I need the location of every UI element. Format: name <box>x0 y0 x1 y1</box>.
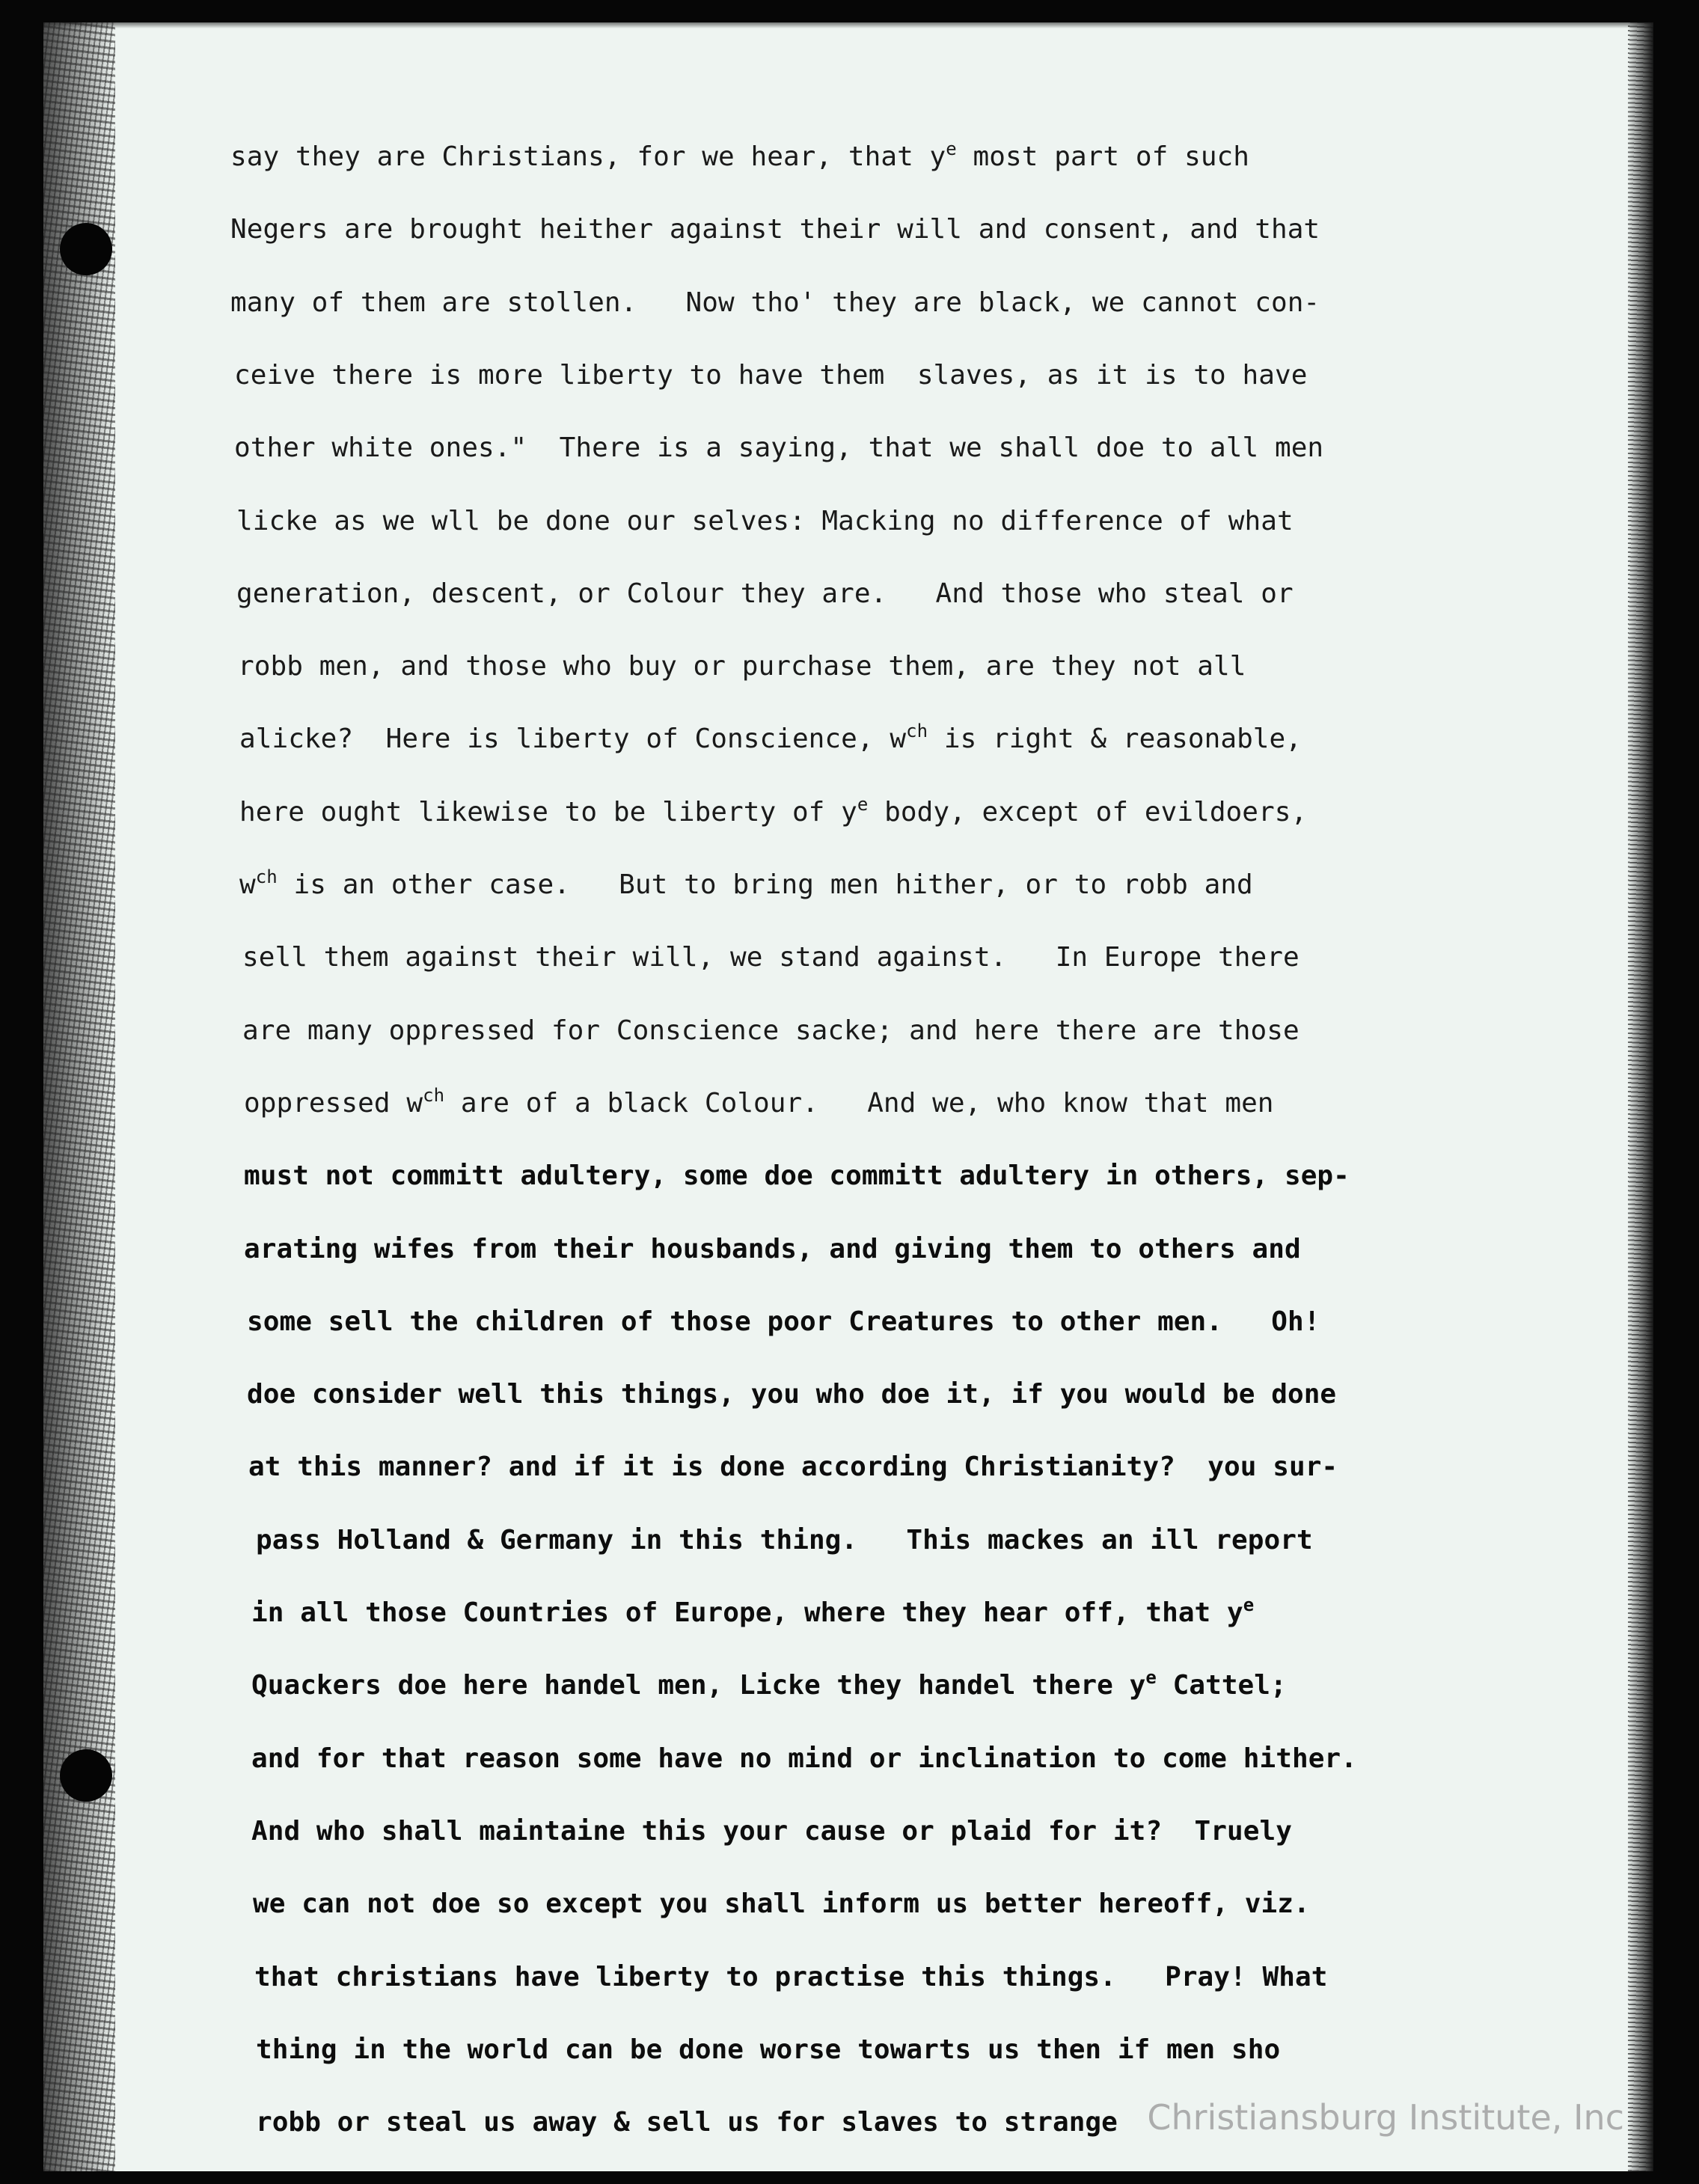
text-run: doe consider well this things, you who doe it, if you would be done <box>247 1379 1337 1410</box>
text-run: thing in the world can be done worse towarts us then if men sho <box>256 2034 1281 2065</box>
text-run: some sell the children of those poor Creatures to other men. Oh! <box>247 1306 1320 1337</box>
text-run: And who shall maintaine this your cause or plaid for it? Truely <box>251 1816 1292 1847</box>
superscript-abbreviation: ch <box>423 1085 445 1106</box>
superscript-abbreviation: e <box>1145 1667 1157 1688</box>
text-line <box>248 1445 1338 1490</box>
text-run: that christians have liberty to practise this things. Pray! What <box>254 1962 1328 1992</box>
text-line <box>234 426 1323 471</box>
text-line <box>251 1809 1292 1854</box>
text-run: sell them against their will, we stand against. In Europe there <box>242 942 1299 973</box>
text-run: are of a black Colour. And we, who know that men <box>444 1088 1274 1119</box>
text-line <box>256 2028 1280 2073</box>
text-line <box>239 863 1253 908</box>
text-run: are many oppressed for Conscience sacke; and here there are those <box>242 1015 1299 1046</box>
text-run: body, except of evildoers, <box>868 797 1308 828</box>
text-run: in all those Countries of Europe, where they hear off, that y <box>251 1597 1243 1628</box>
scan-edge-top <box>43 22 1653 28</box>
text-run: Cattel; <box>1156 1670 1287 1701</box>
text-line <box>247 1300 1320 1345</box>
text-line <box>254 1955 1327 2000</box>
text-line <box>251 1737 1357 1781</box>
text-line <box>236 572 1294 617</box>
text-run: arating wifes from their housbands, and giving them to others and <box>244 1234 1301 1264</box>
superscript-abbreviation: ch <box>906 721 928 741</box>
text-run: w <box>239 869 256 900</box>
scan-edge-left <box>43 22 115 2171</box>
superscript-abbreviation: ch <box>255 866 278 887</box>
text-run: alicke? Here is liberty of Conscience, w <box>239 724 907 754</box>
text-run: generation, descent, or Colour they are. And those who steal or <box>236 578 1294 609</box>
text-run: many of them are stollen. Now tho' they are black, we cannot con- <box>230 287 1320 318</box>
text-run: pass Holland & Germany in this thing. This mackes an ill report <box>256 1525 1313 1556</box>
punch-hole-top <box>60 223 112 275</box>
text-line <box>247 1372 1336 1417</box>
text-line <box>256 2100 1118 2145</box>
text-run: oppressed w <box>244 1088 423 1119</box>
text-line <box>244 1081 1274 1126</box>
text-run: Negers are brought heither against their will and consent, and that <box>230 214 1320 245</box>
text-line <box>244 1227 1301 1272</box>
text-line <box>242 935 1299 980</box>
text-line <box>251 1591 1254 1636</box>
text-run: at this manner? and if it is done according Christianity? you sur- <box>248 1452 1338 1482</box>
text-line <box>242 1009 1299 1053</box>
text-run: must not committ adultery, some doe committ adultery in others, sep- <box>244 1160 1350 1191</box>
text-run: most part of such <box>956 141 1250 172</box>
text-line <box>236 499 1294 544</box>
text-line <box>234 353 1307 398</box>
text-line <box>230 207 1320 252</box>
text-line <box>238 644 1246 689</box>
text-run: say they are Christians, for we hear, that y <box>230 141 946 172</box>
paper-sheet <box>43 22 1653 2171</box>
text-line <box>251 1663 1287 1708</box>
punch-hole-bottom <box>60 1749 112 1802</box>
typed-text-body <box>230 135 1622 2170</box>
text-run: here ought likewise to be liberty of y <box>239 797 857 828</box>
superscript-abbreviation: e <box>857 794 869 815</box>
text-run: is right & reasonable, <box>928 724 1302 754</box>
text-run: robb men, and those who buy or purchase them, are they not all <box>238 651 1246 682</box>
superscript-abbreviation: e <box>1243 1594 1255 1615</box>
text-run: is an other case. But to bring men hither, or to robb and <box>277 869 1253 900</box>
text-run: we can not doe so except you shall inform us better hereoff, viz. <box>253 1888 1310 1919</box>
text-run: ceive there is more liberty to have them slaves, as it is to have <box>234 360 1308 391</box>
text-run: licke as we wll be done our selves: Macking no difference of what <box>236 506 1294 536</box>
text-line <box>239 717 1302 762</box>
text-run: Quackers doe here handel men, Licke they handel there y <box>251 1670 1146 1701</box>
text-run: robb or steal us away & sell us for slaves to strange <box>256 2107 1118 2138</box>
text-run: and for that reason some have no mind or inclination to come hither. <box>251 1743 1357 1774</box>
text-line <box>256 1518 1313 1563</box>
text-line <box>244 1154 1350 1199</box>
text-line <box>230 135 1249 180</box>
text-run: other white ones." There is a saying, that we shall doe to all men <box>234 432 1324 463</box>
text-line <box>230 281 1320 325</box>
scan-edge-right <box>1628 22 1653 2171</box>
text-line <box>253 1882 1310 1927</box>
text-line <box>239 790 1307 835</box>
superscript-abbreviation: e <box>946 138 957 159</box>
watermark: Christiansburg Institute, Inc <box>1147 2097 1624 2138</box>
